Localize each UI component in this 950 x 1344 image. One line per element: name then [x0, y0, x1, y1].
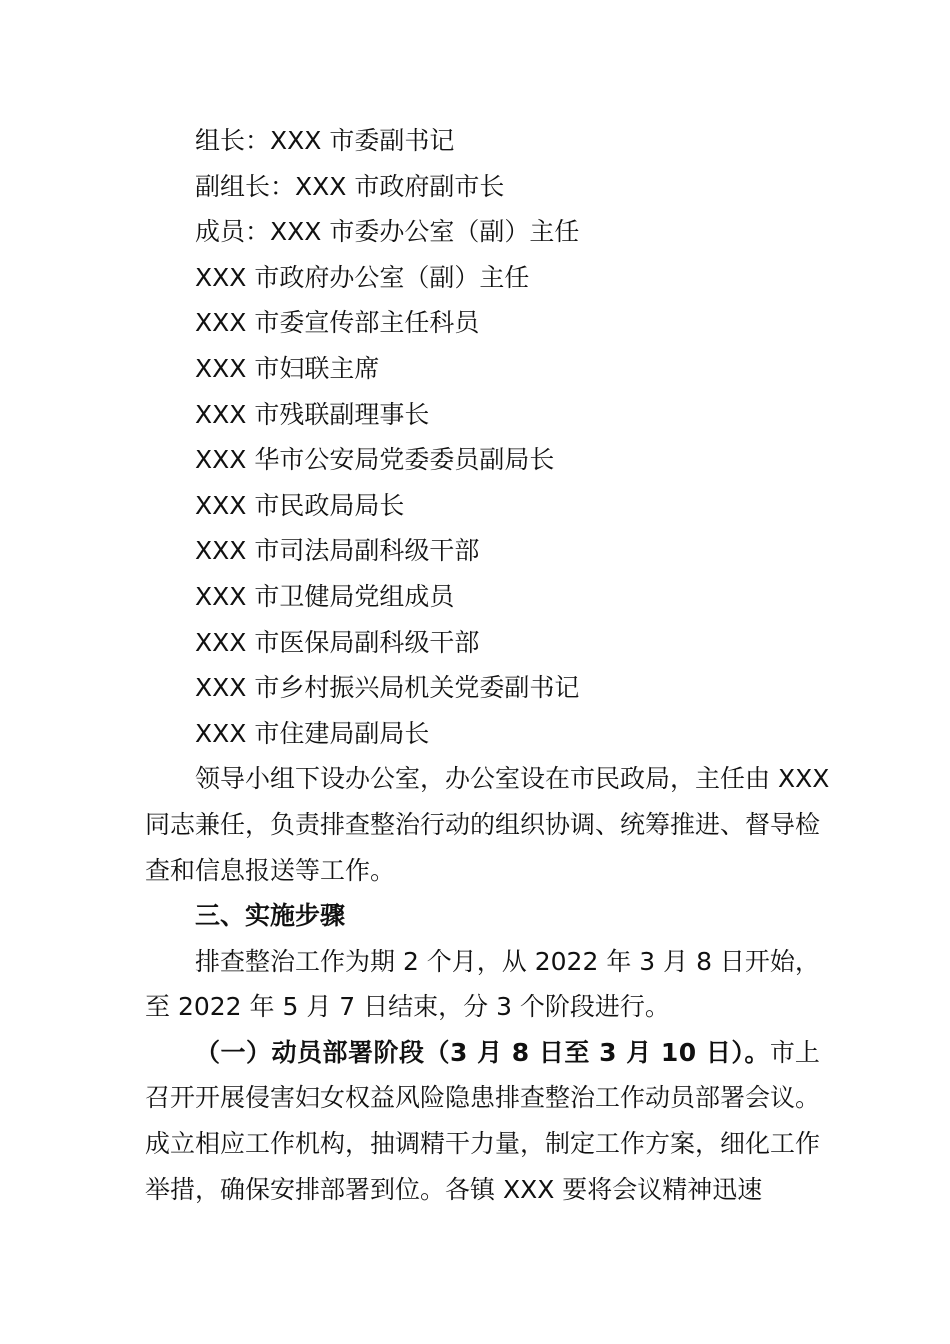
roster-line: XXX 市司法局副科级干部	[195, 536, 480, 566]
roster-line: XXX 市委宣传部主任科员	[195, 308, 480, 338]
roster-line-members: 成员：XXX 市委办公室（副）主任	[195, 217, 580, 247]
steps-paragraph: 排查整治工作为期 2 个月，从 2022 年 3 月 8 日开始，至 2022 年 5 月 7 日结束，分 3 个阶段进行。	[145, 946, 820, 1022]
roster-line: XXX 市卫健局党组成员	[195, 581, 455, 611]
phase1-paragraph	[145, 1030, 835, 1212]
roster-line: XXX 市乡村振兴局机关党委副书记	[195, 673, 580, 703]
phase1-text: 市上召开开展侵害妇女权益风险隐患排查整治工作动员部署会议。成立相应工作机构，抽调精干力量，制定工作方案，细化工作举措，确保安排部署到位。各镇 XXX 要将会议精神迅速	[145, 1037, 821, 1204]
phase1-heading: （一）动员部署阶段（3 月 8 日至 3 月 10 日）。	[195, 1037, 770, 1067]
office-paragraph: 领导小组下设办公室，办公室设在市民政局，主任由 XXX 同志兼任，负责排查整治行动的组织协调、统筹推进、督导检查和信息报送等工作。	[145, 764, 830, 885]
section-heading: 三、实施步骤	[195, 901, 346, 931]
roster-line: XXX 市住建局副局长	[195, 718, 430, 748]
roster-line-deputy-leader: 副组长：XXX 市政府副市长	[195, 171, 505, 201]
roster-line: XXX 市民政局局长	[195, 490, 405, 520]
roster-line: XXX 市残联副理事长	[195, 399, 430, 429]
roster-line: XXX 市医保局副科级干部	[195, 627, 480, 657]
document-body	[145, 118, 835, 1212]
roster-line: XXX 市政府办公室（副）主任	[195, 262, 530, 292]
roster-line: XXX 市妇联主席	[195, 353, 380, 383]
roster-line: XXX 华市公安局党委委员副局长	[195, 445, 555, 475]
roster-line-leader: 组长：XXX 市委副书记	[195, 126, 455, 155]
